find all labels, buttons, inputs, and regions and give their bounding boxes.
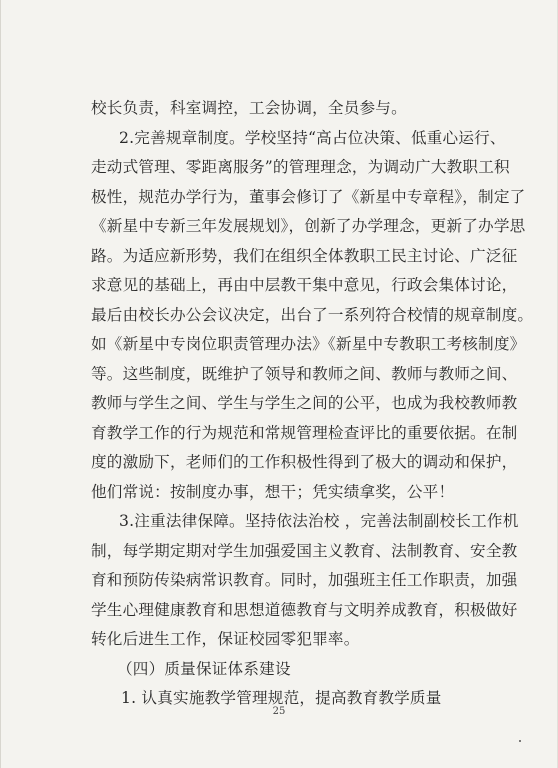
subsection-heading: 1. 认真实施教学管理规范，提高教育教学质量 bbox=[121, 689, 442, 707]
section-heading: （四）质量保证体系建设 bbox=[117, 659, 291, 678]
text-line: 他们常说：按制度办事，想干；凭实绩拿奖，公平！ bbox=[91, 482, 455, 501]
text-line: 路。为适应新形势，我们在组织全体教职工民主讨论、广泛征 bbox=[91, 246, 518, 265]
text-line: 育和预防传染病常识教育。同时，加强班主任工作职责，加强 bbox=[91, 571, 518, 589]
text-line: 最后由校长办公会议决定，出台了一系列符合校情的规章制度。 bbox=[91, 305, 534, 324]
text-line: 教师与学生之间、学生与学生之间的公平，也成为我校教师教 bbox=[91, 394, 518, 412]
text-line: 校长负责，科室调控，工会协调，全员参与。 bbox=[91, 99, 407, 117]
document-body bbox=[91, 94, 534, 714]
text-line: 学生心理健康教育和思想道德教育与文明养成教育，积极做好 bbox=[91, 600, 518, 619]
text-line: 走动式管理、零距离服务”的管理理念，为调动广大教职工积 bbox=[91, 158, 510, 176]
text-line: 求意见的基础上，再由中层教干集中意见，行政会集体讨论， bbox=[91, 276, 518, 294]
page-number: 25 bbox=[272, 706, 286, 717]
text-line: 《新星中专新三年发展规划》，创新了办学理念，更新了办学思 bbox=[91, 217, 526, 235]
text-line: 制，每学期定期对学生加强爱国主义教育、法制教育、安全教 bbox=[91, 541, 518, 560]
scan-speck bbox=[519, 740, 521, 742]
text-line: 极性，规范办学行为，董事会修订了《新星中专章程》，制定了 bbox=[91, 187, 526, 206]
paragraph-start-line: 3.注重法律保障。坚持依法治校 ，完善法制副校长工作机 bbox=[119, 512, 519, 530]
paragraph-start-line: 2.完善规章制度。学校坚持“高占位决策、低重心运行、 bbox=[119, 128, 506, 147]
text-line: 转化后进生工作，保证校园零犯罪率。 bbox=[91, 630, 360, 648]
text-line: 如《新星中专岗位职责管理办法》《新星中专教职工考核制度》 bbox=[91, 335, 526, 353]
text-line: 育教学工作的行为规范和常规管理检查评比的重要依据。在制 bbox=[91, 423, 518, 442]
text-line: 等。这些制度，既维护了领导和教师之间、教师与教师之间、 bbox=[91, 364, 518, 383]
text-line: 度的激励下，老师们的工作积极性得到了极大的调动和保护， bbox=[91, 453, 518, 471]
